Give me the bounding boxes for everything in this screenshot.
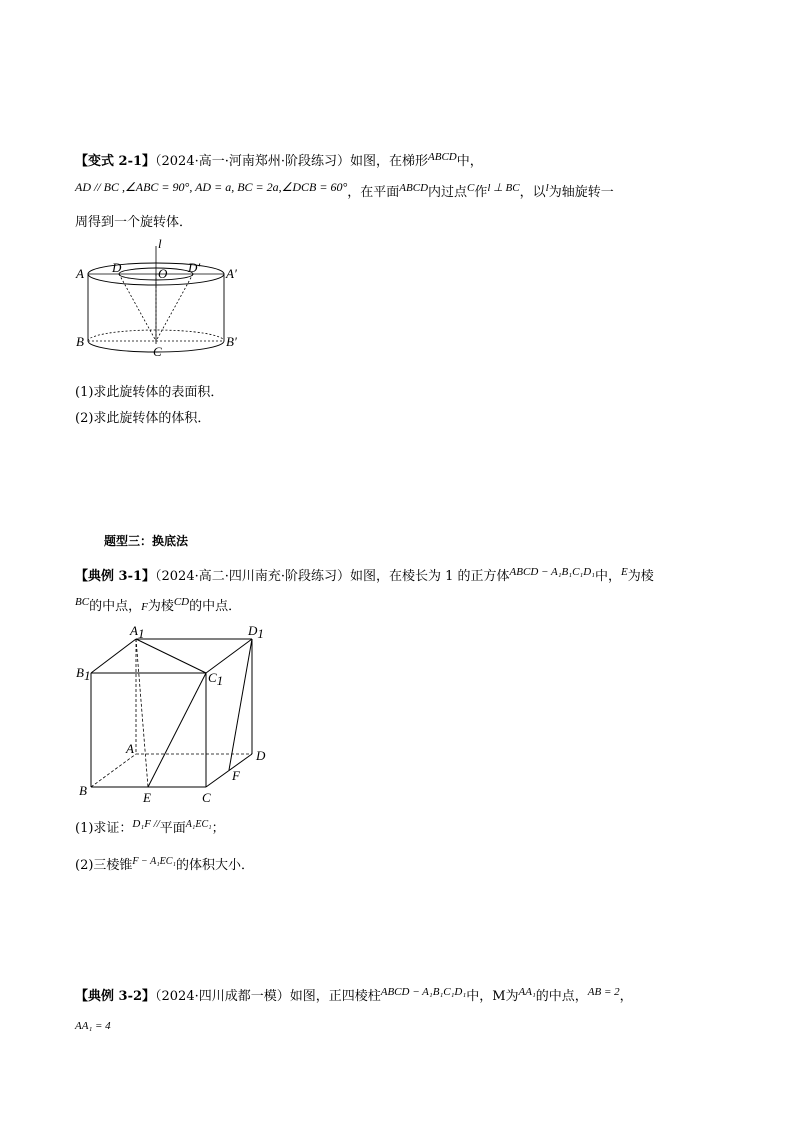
- math-plane: ABCD: [399, 182, 429, 194]
- problem-2-1-line1: [75, 153, 483, 171]
- math-conditions: AD // BC ,∠ABC = 90°, AD = a, BC = 2a,∠DCB = 60°: [75, 180, 348, 194]
- line-A1C1: [136, 639, 206, 673]
- question-3-1-1: [75, 820, 225, 839]
- label-A: A: [126, 741, 134, 756]
- text: 作: [474, 185, 488, 200]
- rotation-solid-figure: [70, 236, 250, 360]
- line-EC1: [148, 673, 206, 787]
- label-D: D: [256, 748, 266, 763]
- math-cube: ABCD − A₁B₁C₁D₁: [509, 566, 596, 578]
- text: 平面: [159, 821, 186, 836]
- problem-tag: 【典例 3-2】: [75, 989, 156, 1004]
- problem-2-1-line2: [75, 180, 614, 202]
- label-E: E: [143, 790, 151, 805]
- question-3-1-2: [75, 857, 254, 876]
- math-expr: D₁F //: [132, 818, 160, 830]
- text: (1)求证：: [75, 821, 133, 836]
- math-AB: AB = 2: [587, 986, 620, 998]
- math-expr: F − A₁EC₁: [132, 856, 176, 867]
- text: (2)三棱锥: [75, 858, 133, 873]
- problem-3-2-line1: [75, 988, 633, 1006]
- math-perp: l ⊥ BC: [487, 182, 520, 194]
- problem-tag: 【变式 2-1】: [75, 154, 156, 169]
- text: 为棱: [627, 569, 654, 584]
- label-O: O: [158, 266, 168, 281]
- math-plane: A₁EC₁: [185, 819, 212, 830]
- math-CD: CD: [173, 596, 190, 608]
- label-D1: D1: [248, 623, 264, 641]
- label-B1: B1: [76, 665, 91, 683]
- problem-3-1-line2: [75, 598, 241, 616]
- question-2-1-1: (1)求此旋转体的表面积．: [75, 385, 224, 400]
- label-D-prime: D′: [188, 260, 201, 275]
- text: 中，: [595, 569, 622, 584]
- math-axis: l: [545, 182, 549, 194]
- edge-B1A1: [91, 639, 136, 673]
- cube-figure: [74, 622, 274, 807]
- text: 的中点，: [535, 989, 588, 1004]
- label-A: A: [76, 266, 84, 281]
- math-BC: BC: [75, 596, 90, 608]
- text: 中，: [456, 154, 483, 169]
- problem-2-1-line3: 周得到一个旋转体．: [75, 215, 193, 230]
- problem-source: （2024·四川成都一模）如图，正四棱柱: [155, 989, 381, 1004]
- problem-source: （2024·高一·河南郑州·阶段练习）如图，在梯形: [155, 154, 428, 169]
- label-C: C: [153, 344, 162, 359]
- label-A1: A1: [130, 623, 145, 641]
- label-F: F: [232, 768, 240, 783]
- line-A1E-hidden: [136, 639, 148, 787]
- text: ；: [211, 821, 225, 836]
- text: ，以: [519, 185, 546, 200]
- math-F: F: [141, 601, 148, 613]
- problem-3-2-line2: [75, 1017, 111, 1035]
- edge-BA-hidden: [91, 754, 136, 787]
- math-point: C: [467, 182, 475, 194]
- math-shape: ABCD: [428, 151, 457, 163]
- label-B: B: [79, 783, 87, 798]
- math-E: E: [621, 566, 628, 578]
- label-B: B: [76, 334, 84, 349]
- label-l: l: [158, 236, 162, 251]
- problem-tag: 【典例 3-1】: [75, 569, 156, 584]
- text: 内过点: [428, 185, 468, 200]
- text: 的体积大小．: [175, 858, 254, 873]
- edge-C1D1: [206, 639, 252, 673]
- question-2-1-2: (2)求此旋转体的体积．: [75, 411, 211, 426]
- label-A-prime: A′: [226, 266, 237, 281]
- problem-3-1-line1: [75, 568, 654, 586]
- label-B-prime: B′: [226, 334, 237, 349]
- math-AA1-eq: AA₁ = 4: [75, 1020, 111, 1032]
- text: 的中点．: [189, 599, 242, 614]
- text: 的中点，: [89, 599, 142, 614]
- label-C: C: [202, 790, 211, 805]
- math-prism: ABCD − A₁B₁C₁D₁: [380, 986, 467, 998]
- text: 为轴旋转一: [548, 185, 614, 200]
- text: ，在平面: [347, 185, 400, 200]
- line-FD1: [229, 639, 252, 770]
- label-D: D: [112, 260, 122, 275]
- problem-source: （2024·高二·四川南充·阶段练习）如图，在棱长为 1 的正方体: [155, 569, 510, 584]
- label-C1: C1: [208, 670, 224, 688]
- math-AA1: AA₁: [518, 986, 536, 998]
- text: 为棱: [147, 599, 174, 614]
- edge-CD: [206, 754, 252, 787]
- section-title: 题型三：换底法: [104, 534, 189, 548]
- text: 中，M为: [466, 989, 519, 1004]
- text: ，: [619, 989, 633, 1004]
